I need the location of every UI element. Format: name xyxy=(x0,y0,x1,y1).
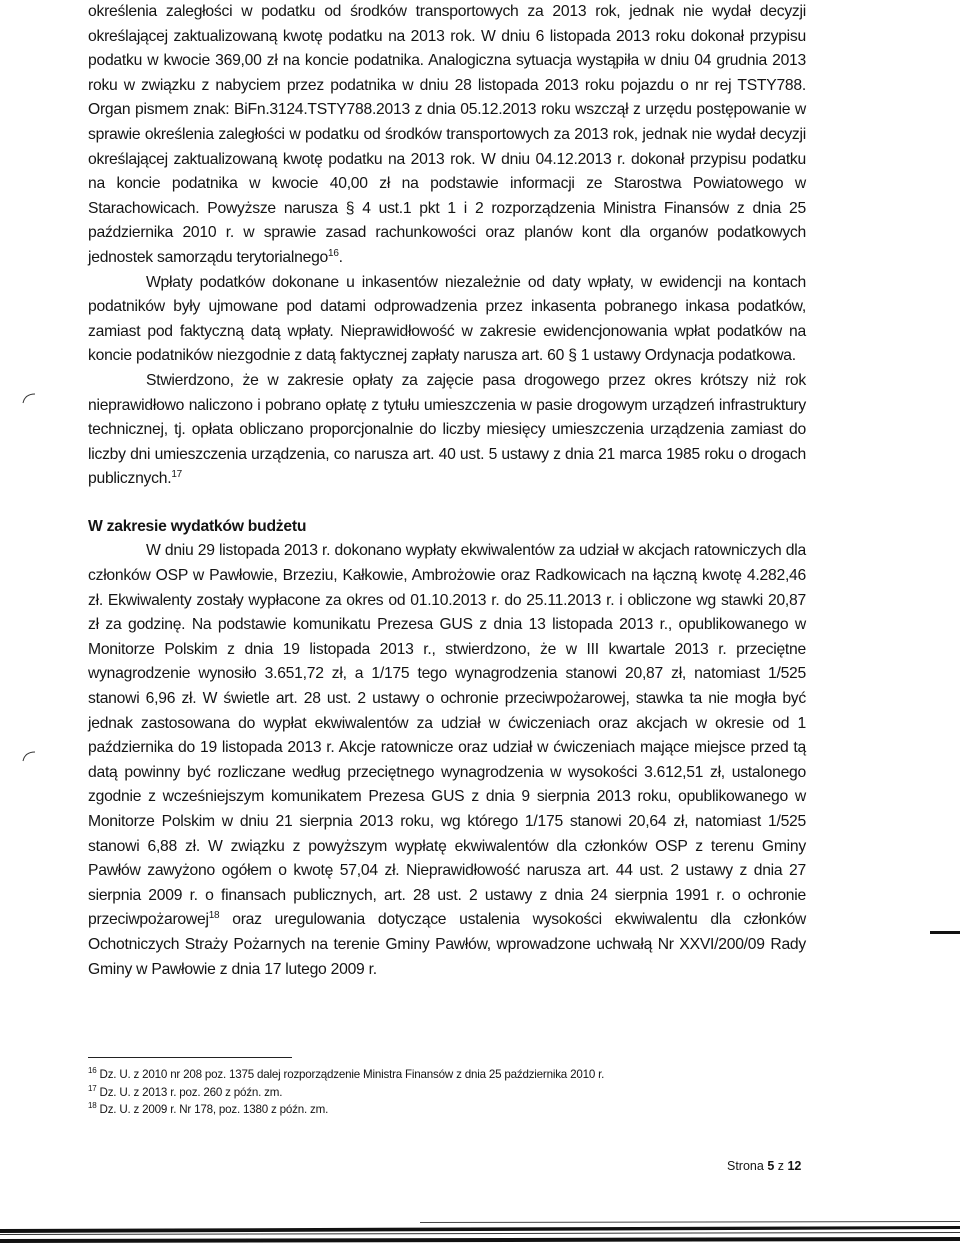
paragraph-2: Wpłaty podatków dokonane u inkasentów niezależnie od daty wpłaty, w ewidencji na kontach podatników były ujmowane pod datami odprowadzenia przez inkasenta pobranego inkasa podatków, zamiast pod faktyczną datą wpłaty. Nieprawidłowość w zakresie ewidencjonowania wpłat podatków na koncie podatników niezgodnie z datą faktycznej zapłaty narusza art. 60 § 1 ustawy Ordynacja podatkowa. xyxy=(88,273,806,365)
paragraph-1: określenia zaległości w podatku od środków transportowych za 2013 rok, jednak nie wydał decyzji określającej zaktualizowaną kwotę podatku na 2013 rok. W dniu 6 listopada 2013 roku dokonał przypisu podatku w kwocie 369,00 zł na koncie podatnika. Analogiczna sytuacja wystąpiła w dniu 04 grudnia 2013 roku w związku z nabyciem przez podatnika w dniu 28 listopada 2013 roku pojazdu o nr rej TSTY788. Organ pismem znak: BiFn.3124.TSTY788.2013 z dnia 05.12.2013 roku wszczął z urzędu postępowanie w sprawie określenia zaległości w podatku od środków transportowych za 2013 rok, jednak nie wydał decyzji określającej zaktualizowaną kwotę podatku na 2013 rok. W dniu 04.12.2013 r. dokonał przypisu podatku na koncie podatnika w kwocie 40,00 zł na podstawie informacji ze Starostwa Powiatowego w Starachowicach. Powyższe narusza § 4 ust.1 pkt 1 i 2 rozporządzenia Ministra Finansów z dnia 25 października 2010 r. w sprawie zasad rachunkowości oraz planów kont dla organów podatkowych jednostek samorządu terytorialnego$^{16}$. xyxy=(88,3,806,266)
paragraph-3: Stwierdzono, że w zakresie opłaty za zajęcie pasa drogowego przez okres krótszy niż rok nieprawidłowo naliczono i pobrano opłatę z tytułu umieszczenia w pasie drogowym urządzeń infrastruktury technicznej, tj. opłata obliczano proporcjonalnie do liczby miesięcy umieszczenia urządzenia zamiast do liczby dni umieszczenia urządzenia, co narusza art. 40 ust. 5 ustawy z dnia 21 marca 1985 roku o drogach publicznych.$^{17}$ xyxy=(88,371,806,488)
section-heading: W zakresie wydatków budżetu xyxy=(88,517,307,535)
footnote-18: $^{18}$ Dz. U. z 2009 r. Nr 178, poz. 1380 z późn. zm. xyxy=(88,1101,329,1117)
footnote-16: $^{16}$ Dz. U. z 2010 nr 208 poz. 1375 dalej rozporządzenie Ministra Finansów z dnia 25 października 2010 r. xyxy=(88,1066,605,1081)
footnotes xyxy=(88,1066,806,1119)
footnote-ref-16[interactable]: 16 xyxy=(328,247,339,259)
scan-edge-bands xyxy=(0,1212,960,1253)
scan-hook-mark xyxy=(22,750,36,762)
margin-dash-mark xyxy=(930,931,960,934)
scan-hook-mark xyxy=(22,392,36,404)
footnote-17: $^{17}$ Dz. U. z 2013 r. poz. 260 z późn. zm. xyxy=(88,1083,283,1099)
footnote-ref-18[interactable]: 18 xyxy=(208,910,220,922)
body-text xyxy=(88,0,806,982)
page-number: Strona 5 z 12 xyxy=(727,1159,802,1173)
paragraph-4: W dniu 29 listopada 2013 r. dokonano wypłaty ekwiwalentów za udział w akcjach ratowniczych dla członków OSP w Pawłowie, Brzeziu, Kałkowie, Ambrożowie oraz Radkowicach na łączną kwotę 4.282,46 zł. Ekwiwalenty zostały wypłacone za okres od 01.10.2013 r. do 25.11.2013 r. i obliczone wg stawki 20,87 zł za godzinę. Na podstawie komunikatu Prezesa GUS z dnia 13 listopada 2013 r., opublikowanego w Monitorze Polskim z dnia 19 listopada 2013 r., stwierdzono, że w III kwartale 2013 r. przeciętne wynagrodzenie wynosiło 3.651,72 zł, a 1/175 tego wynagrodzenia stanowi 20,87 zł, natomiast 1/525 stanowi 6,96 zł. W świetle art. 28 ust. 2 ustawy o ochronie przeciwpożarowej, stawka ta nie mogła być jednak zastosowana do wypłat ekwiwalentów za udział w ćwiczeniach oraz akcjach w okresie od 1 października do 19 listopada 2013 r. Akcje ratownicze oraz udział w ćwiczeniach mające miejsce przed tą datą powinny być rozliczane według przeciętnego wynagrodzenia w wysokości 3.612,51 zł, ustalonego zgodnie z wcześniejszym komunikatem Prezesa GUS z dnia 9 sierpnia 2013 roku, opublikowanego w Monitorze Polskim w dniu 21 sierpnia 2013 roku, wg którego 1/175 stanowi 20,64 zł, natomiast 1/525 stanowi 6,88 zł. W związku z powyższym wypłatę ekwiwalentów dla członków OSP z terenu Gminy Pawłów zawyżono ogółem o kwotę 57,04 zł. Nieprawidłowość narusza art. 44 ust. 2 ustawy z dnia 27 sierpnia 2009 r. o finansach publicznych, art. 28 ust. 2 ustawy z dnia 24 sierpnia 1991 r. o ochronie przeciwpożarowej$^{18}$ oraz uregulowania dotyczące ustalenia wysokości ekwiwalentu dla członków Ochotniczych Straży Pożarnych na terenie Gminy Pawłów, wprowadzone uchwałą Nr XXVI/200/09 Rady Gminy w Pawłowie z dnia 17 lutego 2009 r. xyxy=(88,542,806,978)
footnote-divider xyxy=(88,1057,292,1058)
footnote-ref-17[interactable]: 17 xyxy=(171,469,182,481)
